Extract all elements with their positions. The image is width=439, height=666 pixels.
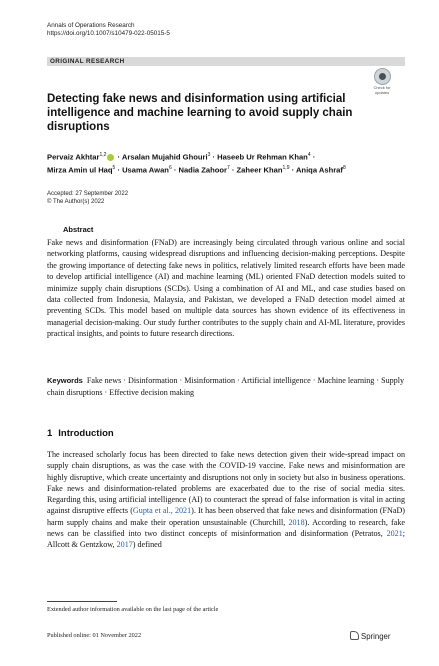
author-name[interactable]: Nadia Zahoor	[178, 165, 227, 175]
author-name[interactable]: Zaheer Khan	[236, 165, 283, 175]
journal-name: Annals of Operations Research	[47, 22, 135, 29]
springer-horse-icon	[350, 631, 359, 640]
author-name[interactable]: Arsalan Mujahid Ghouri	[121, 152, 208, 162]
author-list: Pervaiz Akhtar$^{1,2}$ · Arsalan Mujahid Ghouri$^3$ · Haseeb Ur Rehman Khan$^4$ · Mirza Amin ul Haq$^5$ · Usama Awan$^6$ · Nadia Zahoor$^7$ · Zaheer Khan$^{1,9}$ · Aniqa Ashraf$^8$	[47, 152, 346, 175]
citation-link[interactable]: 2017	[116, 540, 133, 550]
crossmark-text: Check for updates	[373, 85, 391, 95]
citation-link[interactable]: 2018	[288, 517, 305, 527]
keywords-label: Keywords	[47, 376, 83, 385]
section-number: 1	[47, 428, 53, 439]
author-name[interactable]: Usama Awan	[122, 165, 169, 175]
author-name[interactable]: Haseeb Ur Rehman Khan	[217, 152, 308, 162]
orcid-icon[interactable]	[107, 154, 114, 161]
citation-link[interactable]: Gupta et al., 2021	[132, 506, 192, 516]
check-for-updates-button[interactable]	[370, 68, 394, 98]
footnote-divider	[47, 601, 117, 602]
abstract-text: Fake news and disinformation (FNaD) are increasingly being circulated through various online and social networking platforms, causing widespread disruptions and influencing decision-making perceptions. Despite the growing importance of detecting fake news in politics, relatively limited research efforts have been made to develop artificial intelligence (AI) and machine learning (ML) oriented FNaD detection models suited to minimize supply chain disruptions (SCDs). Using a combination of AI and ML, and case studies based on data collected from Indonesia, Malaysia, and Pakistan, we developed a FNaD detection model aimed at preventing SCDs. This model based on multiple data sources has shown evidence of its effectiveness in managerial decision-making. Our study further contributes to the supply chain and AI-ML literature, provides practical insights, and points to future research directions.	[47, 238, 405, 339]
accepted-date: Accepted: 27 September 2022	[47, 191, 129, 197]
author-name[interactable]: Mirza Amin ul Haq	[47, 165, 113, 175]
author-name[interactable]: Pervaiz Akhtar	[47, 152, 100, 162]
publisher-name: Springer	[361, 632, 391, 641]
article-dates	[47, 190, 128, 206]
author-name[interactable]: Aniqa Ashraf	[295, 165, 343, 175]
section-title: Introduction	[58, 428, 114, 439]
journal-info	[47, 22, 170, 38]
article-type-band	[47, 57, 405, 66]
article-title: Detecting fake news and disinformation using artificial intelligence and machine learning to avoid supply chain disruptions	[47, 93, 353, 134]
doi-link[interactable]: https://doi.org/10.1007/s10479-022-05015-5	[47, 30, 170, 37]
section-heading	[47, 428, 114, 439]
published-date: Published online: 01 November 2022	[47, 632, 142, 639]
keywords-list: Fake news · Disinformation · Misinformation · Artificial intelligence · Machine learning · Supply chain disruptions · Effective decision making	[47, 376, 405, 397]
article-type-label: ORIGINAL RESEARCH	[50, 58, 125, 65]
citation-link[interactable]: 2021	[386, 529, 403, 539]
crossmark-icon	[374, 68, 391, 85]
publisher-logo	[350, 631, 390, 641]
introduction-paragraph: The increased scholarly focus has been directed to fake news detection given their wide-spread impact on supply chain disruptions, as was the case with the COVID-19 vaccine. Fake news and misinformation are highly disruptive, which create uncertainty and disruptions not only in society but also in business operations. Fake news and disinformation-related problems are exacerbated due to the rise of social media sites. Regarding this, using artificial intelligence (AI) to counteract the spread of false information is vital in acting against disruptive effects (Gupta et al., 2021). It has been observed that fake news and disinformation (FNaD) harm supply chains and make their operation unsustainable (Churchill, 2018). According to research, fake news can be classified into two distinct concepts of misinformation and disinformation (Petratos, 2021; Allcott & Gentzkow, 2017) defined	[47, 450, 405, 550]
copyright-notice: © The Author(s) 2022	[47, 199, 105, 205]
keywords	[47, 375, 405, 399]
footnote: Extended author information available on the last page of the article	[47, 606, 219, 613]
abstract-heading: Abstract	[63, 225, 94, 234]
